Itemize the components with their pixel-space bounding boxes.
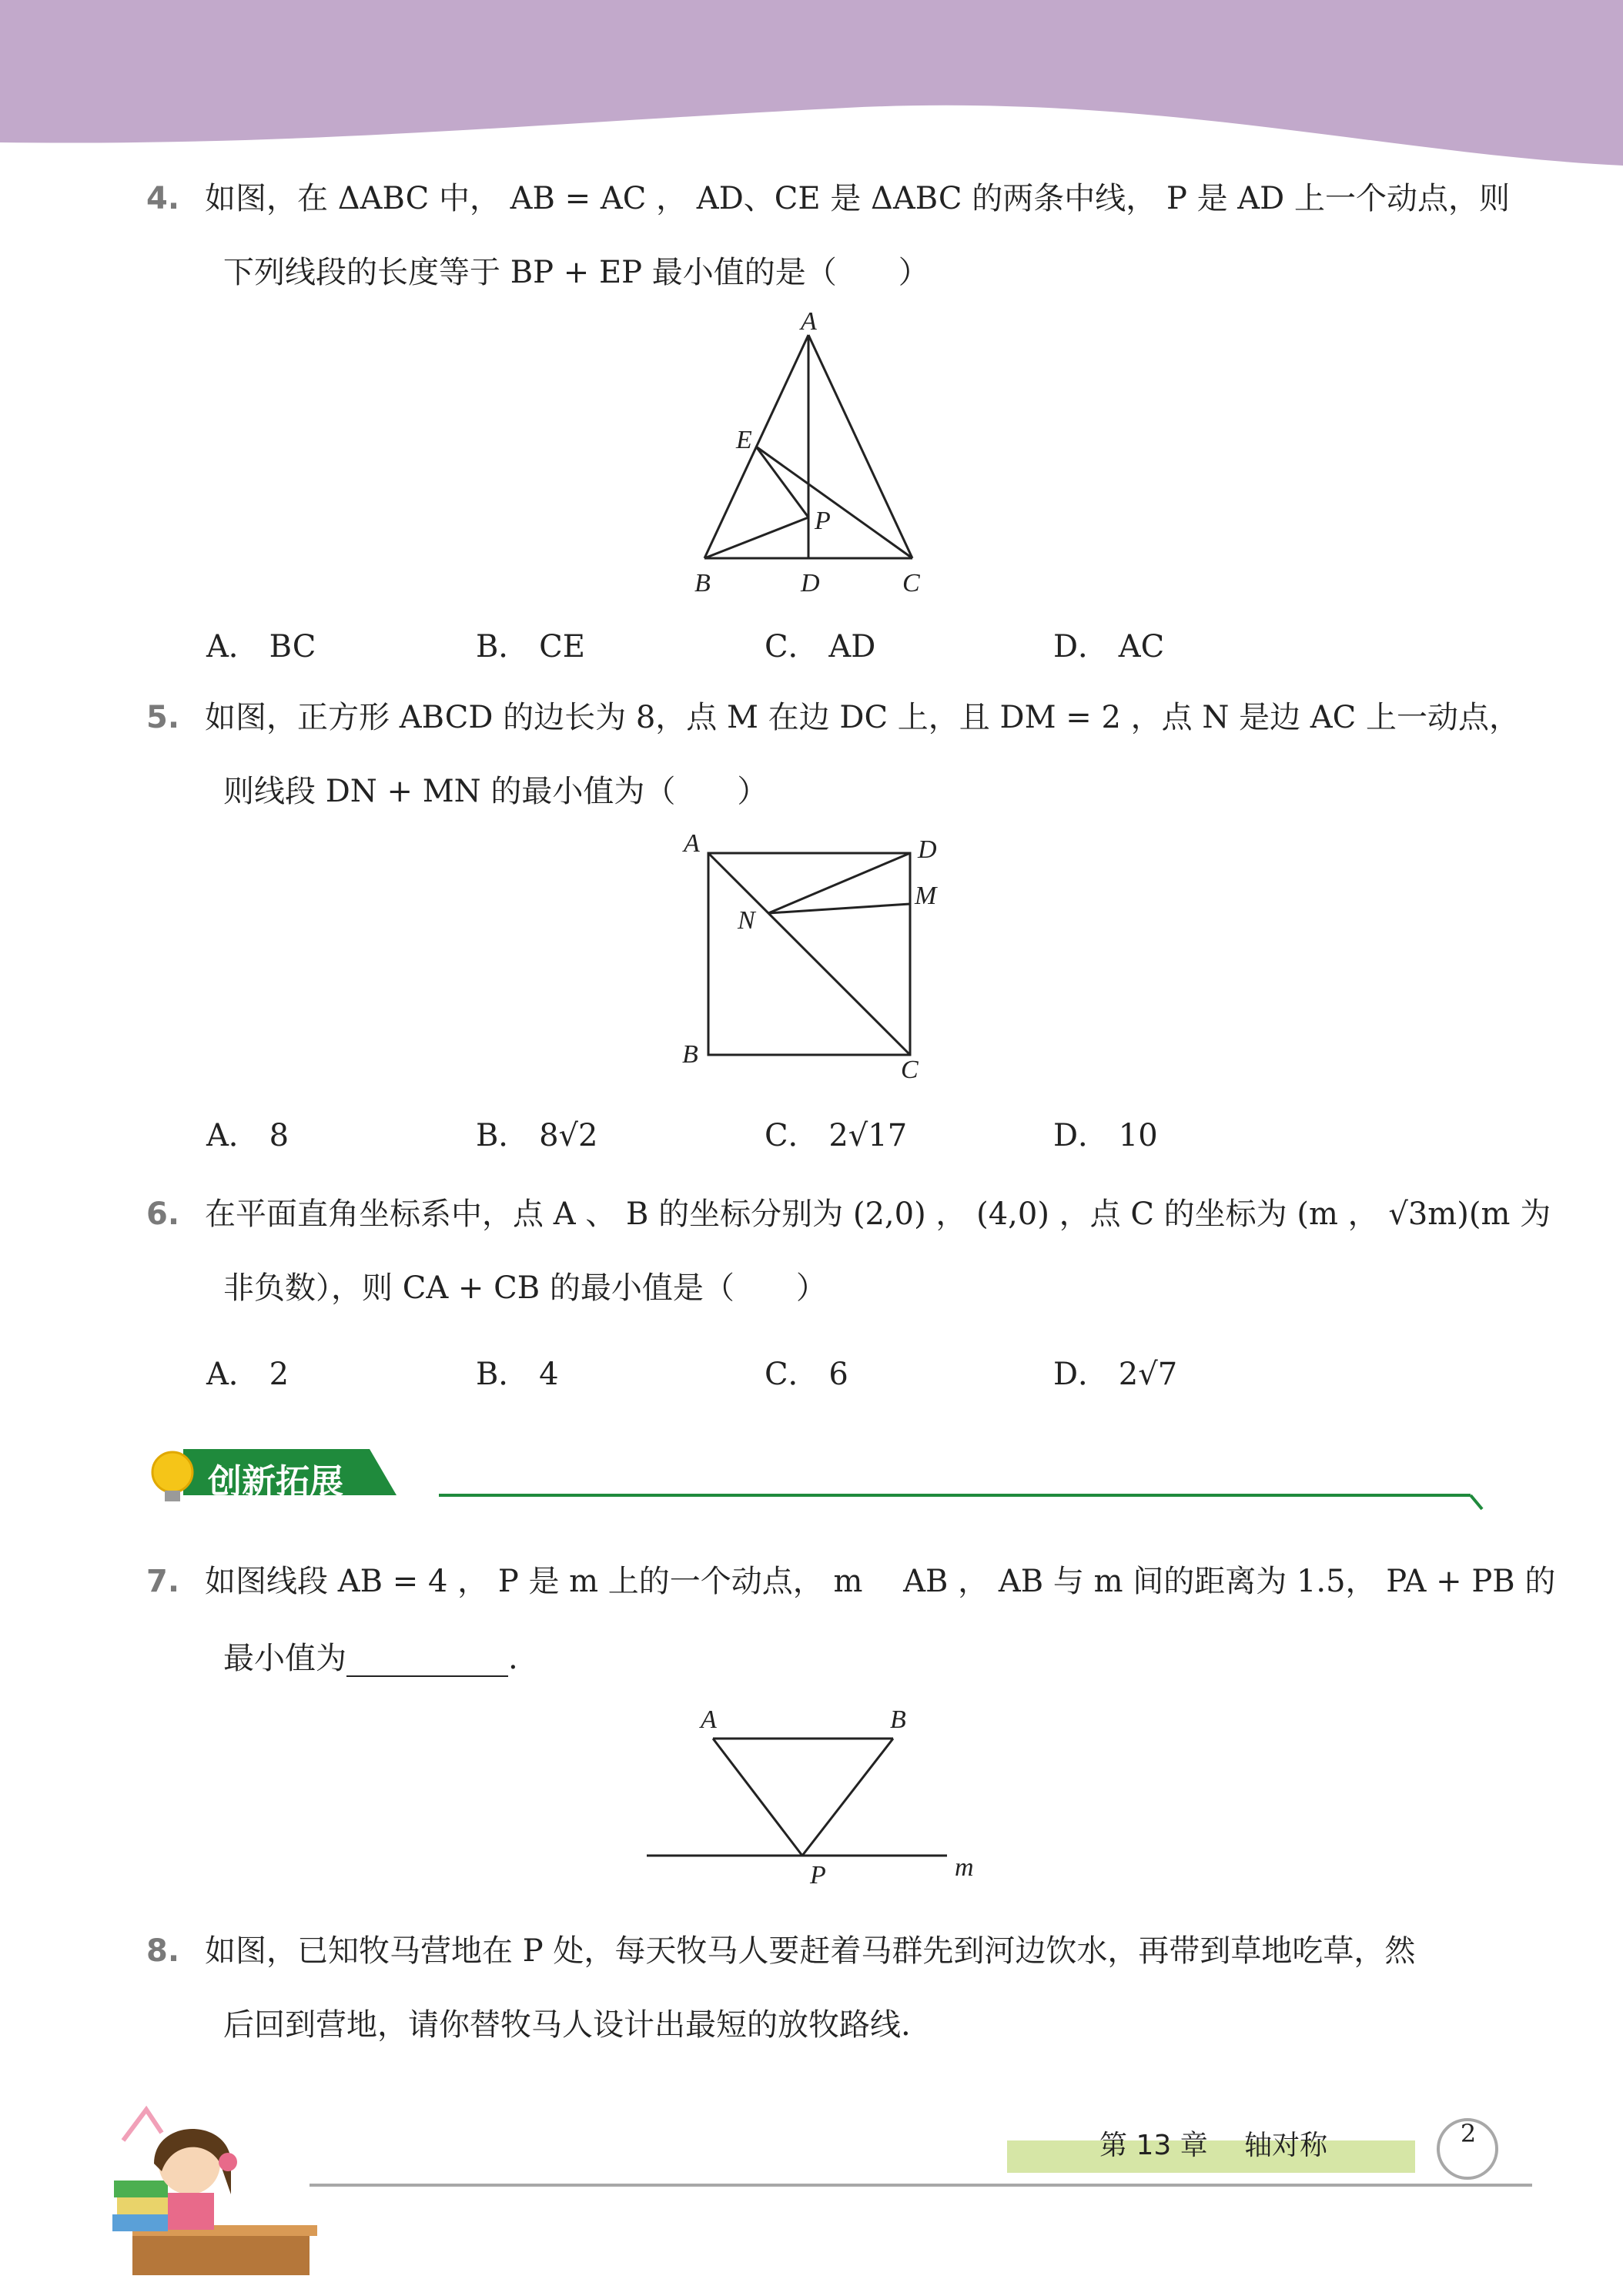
question-text-line2: 则线段 DN + MN 的最小值为（ ） bbox=[223, 774, 768, 809]
question-number: 8. bbox=[146, 1933, 180, 1969]
header-wave-band bbox=[0, 0, 1623, 169]
options-q4 bbox=[206, 622, 1361, 664]
label-C: C bbox=[901, 1056, 919, 1084]
option-c[interactable]: C． AD bbox=[765, 629, 876, 664]
triangle-figure bbox=[685, 308, 947, 601]
square-figure bbox=[670, 824, 962, 1086]
label-A: A bbox=[701, 1705, 717, 1734]
option-a[interactable]: A． 8 bbox=[206, 1118, 289, 1153]
question-text: 最小值为 bbox=[223, 1641, 346, 1676]
section-title: 创新拓展 bbox=[208, 1462, 343, 1501]
option-d[interactable]: D． 2√7 bbox=[1053, 1357, 1178, 1392]
option-c[interactable]: C． 6 bbox=[765, 1357, 848, 1392]
question-text-line2 bbox=[223, 1640, 518, 1677]
label-M: M bbox=[915, 882, 937, 910]
option-a[interactable]: A． 2 bbox=[206, 1357, 289, 1392]
question-text-line1: 如图线段 AB = 4 ， P 是 m 上的一个动点， m AB ， AB 与 m 间的距离为 1.5， PA + PB 的 bbox=[205, 1564, 1556, 1599]
question-number: 5. bbox=[146, 700, 180, 735]
question-text-end: . bbox=[508, 1641, 518, 1676]
label-B: B bbox=[694, 569, 711, 597]
footer-decoration bbox=[0, 2048, 1623, 2296]
question-text-line1: 如图，已知牧马营地在 P 处，每天牧马人要赶着马群先到河边饮水，再带到草地吃草，然 bbox=[205, 1933, 1416, 1969]
segment-figure bbox=[639, 1694, 993, 1894]
label-A: A bbox=[684, 829, 700, 858]
question-number: 7. bbox=[146, 1564, 180, 1599]
label-D: D bbox=[918, 835, 937, 864]
option-b[interactable]: B． 4 bbox=[476, 1357, 559, 1392]
option-d[interactable]: D． AC bbox=[1053, 629, 1165, 664]
student-illustration bbox=[112, 2110, 317, 2275]
options-q5 bbox=[206, 1111, 1361, 1153]
label-P: P bbox=[810, 1861, 826, 1889]
question-text-line1: 在平面直角坐标系中，点 A 、 B 的坐标分别为 (2,0) ， (4,0) ，点 C 的坐标为 (m ， √3m)(m 为 bbox=[205, 1197, 1551, 1232]
label-N: N bbox=[738, 906, 755, 935]
page-number: 2 bbox=[1460, 2119, 1477, 2148]
option-a[interactable]: A． BC bbox=[206, 629, 316, 664]
question-text-line1: 如图，正方形 ABCD 的边长为 8，点 M 在边 DC 上，且 DM = 2 ，点 N 是边 AC 上一动点， bbox=[205, 700, 1520, 735]
label-E: E bbox=[736, 426, 752, 454]
label-D: D bbox=[801, 569, 820, 597]
label-B: B bbox=[890, 1705, 906, 1734]
option-b[interactable]: B． 8√2 bbox=[476, 1118, 598, 1153]
option-c[interactable]: C． 2√17 bbox=[765, 1118, 908, 1153]
question-text-line2: 非负数），则 CA + CB 的最小值是（ ） bbox=[223, 1270, 827, 1306]
label-A: A bbox=[801, 308, 817, 336]
question-text-line2: 后回到营地，请你替牧马人设计出最短的放牧路线. bbox=[223, 2007, 911, 2043]
question-number: 6. bbox=[146, 1197, 180, 1232]
label-m: m bbox=[955, 1853, 974, 1882]
question-number: 4. bbox=[146, 181, 180, 216]
option-d[interactable]: D． 10 bbox=[1053, 1118, 1158, 1153]
label-C: C bbox=[902, 569, 920, 597]
question-text-line1: 如图，在 ΔABC 中， AB = AC ， AD、CE 是 ΔABC 的两条中线， P 是 AD 上一个动点，则 bbox=[205, 181, 1510, 216]
answer-blank[interactable] bbox=[346, 1646, 508, 1677]
label-B: B bbox=[682, 1040, 698, 1069]
options-q6 bbox=[206, 1350, 1361, 1392]
section-banner bbox=[146, 1440, 1486, 1517]
option-b[interactable]: B． CE bbox=[476, 629, 585, 664]
label-P: P bbox=[815, 507, 831, 535]
question-text-line2: 下列线段的长度等于 BP + EP 最小值的是（ ） bbox=[223, 255, 929, 290]
chapter-title: 第 13 章 轴对称 bbox=[1099, 2130, 1328, 2161]
